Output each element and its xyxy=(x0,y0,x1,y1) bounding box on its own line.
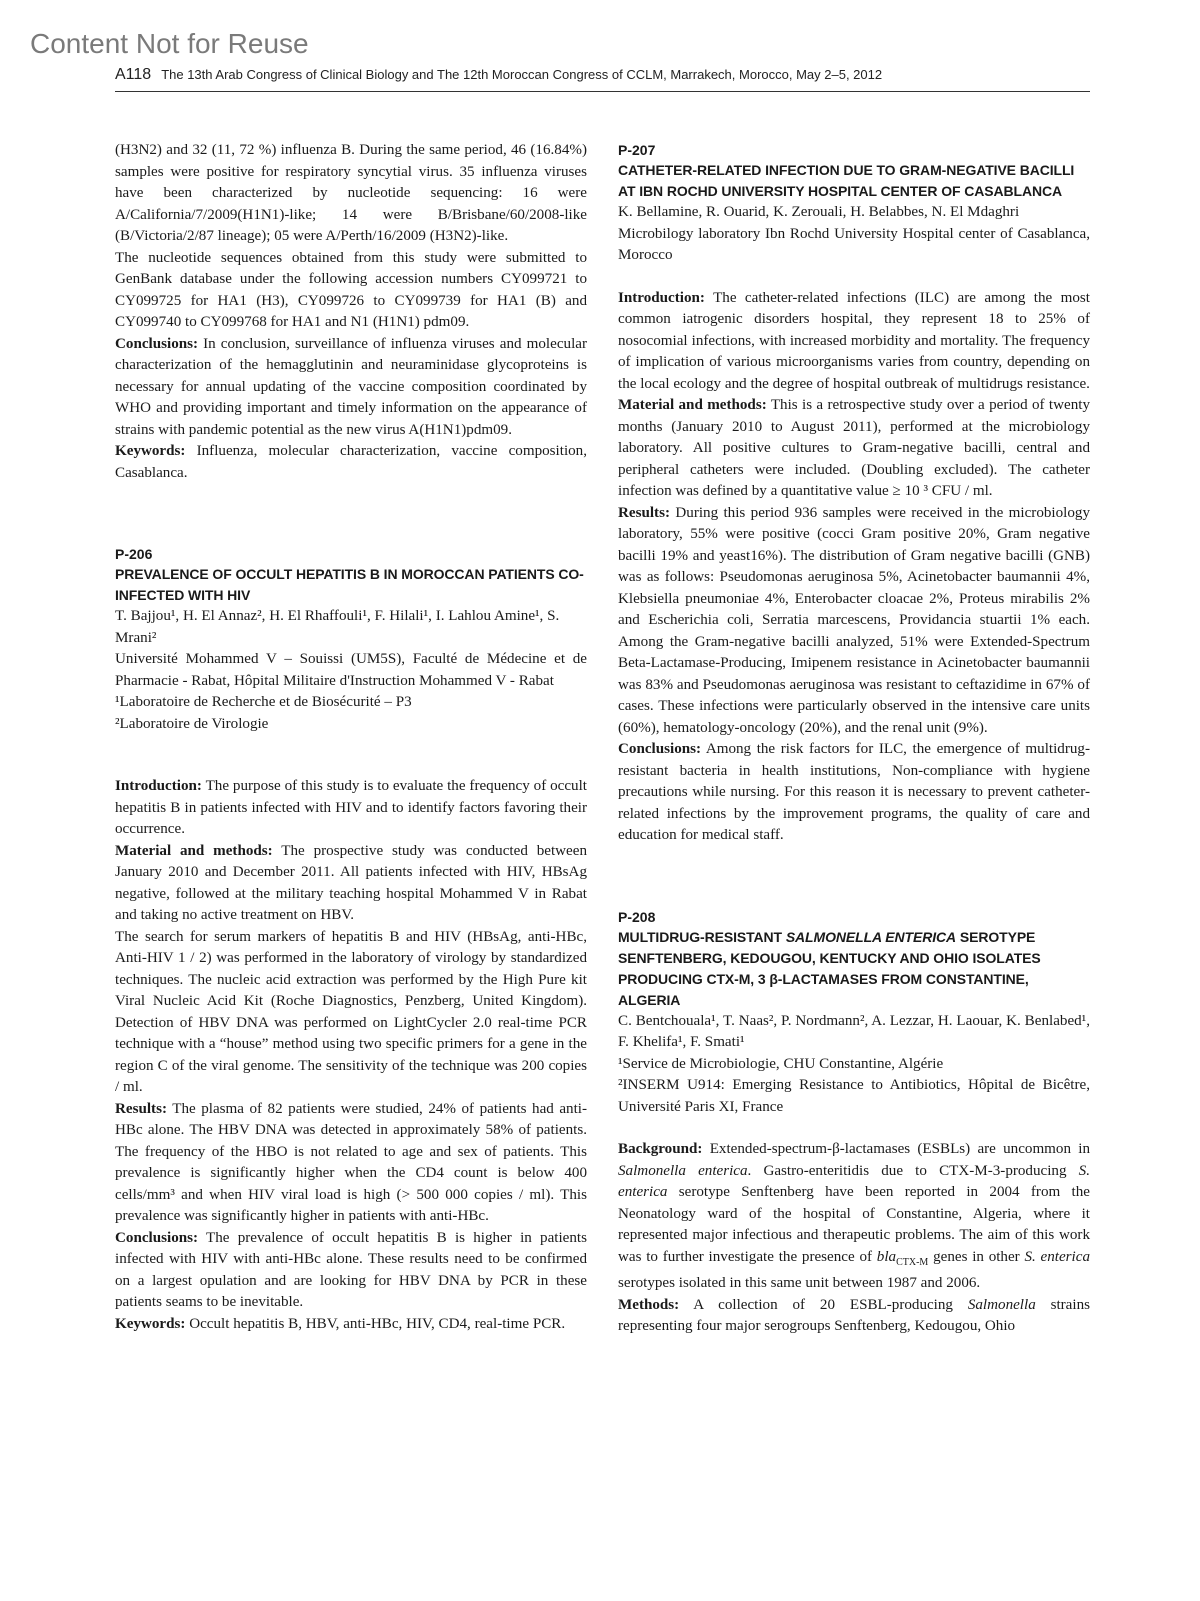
p207-methods xyxy=(618,395,1090,503)
introduction-label: Introduction: xyxy=(618,289,705,306)
background-subscript: CTX-M xyxy=(896,1256,929,1268)
p207-affiliation: Microbilogy laboratory Ibn Rochd University Hospital center of Casablanca, Morocco xyxy=(618,225,1090,263)
p206-affiliation-1: ¹Laboratoire de Recherche et de Biosécurité – P3 xyxy=(115,694,412,710)
results-text: The plasma of 82 patients were studied, 24% of patients had anti-HBc alone. The HBV DNA was detected in approximately 58% of patients. The frequency of the HBO is not related to age and sex of patients. This prevalence is significantly higher when the CD4 count is below 400 cells/mm³ and when HIV viral load is high (> 500 000 copies / ml). This prevalence was significantly higher in patients with anti-HBc. xyxy=(115,1100,587,1224)
background-label: Background: xyxy=(618,1141,703,1157)
p206-results xyxy=(115,1099,587,1228)
background-italic-3: bla xyxy=(876,1248,897,1265)
methods-label: Material and methods: xyxy=(618,397,767,413)
running-header xyxy=(115,66,1090,84)
methods-label: Methods: xyxy=(618,1296,680,1313)
p207-conclusions xyxy=(618,739,1090,847)
conclusions-text: In conclusion, surveillance of influenza viruses and molecular characterization of the hemagglutinin and neuraminidase glycoproteins is necessary for annual updating of the vaccine composition coordinated by WHO and providing important and timely information on the appearance of strains with pandemic potential as the new virus A(H1N1)pdm09. xyxy=(115,335,587,438)
continued-conclusions xyxy=(115,334,587,442)
background-text-2: . Gastro-enteritidis due to CTX-M-3-producing xyxy=(747,1162,1079,1179)
conclusions-text: Among the risk factors for ILC, the emergence of multidrug-resistant bacteria in health institutions, Non-compliance with hygiene precautions while nursing. For this reason it is necessary to prevent catheter-related infections by the improvement programs, the quality of care and education for medical staff. xyxy=(618,741,1090,843)
continued-keywords xyxy=(115,441,587,484)
conclusions-label: Conclusions: xyxy=(115,335,199,352)
methods-text: The prospective study was conducted between January 2010 and December 2011. All patients infected with HIV, HBsAg negative, followed at the military teaching hospital Mohammed V in Rabat and taking no active treatment on HBV. xyxy=(115,842,587,923)
p208-background xyxy=(618,1139,1090,1295)
p208-authors: C. Bentchouala¹, T. Naas², P. Nordmann², A. Lezzar, H. Laouar, K. Benlabed¹, F. Khelifa¹, F. Smati¹ xyxy=(618,1012,1090,1050)
background-italic-2: S. enterica xyxy=(618,1162,1090,1200)
conclusions-label: Conclusions: xyxy=(115,1229,199,1246)
background-text-3: serotype Senftenberg have been reported in 2004 from the Neonatology ward of the hospital of Constantine, Algeria, where it represented major infectious and therapeutic problems. The aim of this work was to further investigate the presence of xyxy=(618,1184,1090,1265)
introduction-label: Introduction: xyxy=(115,778,202,794)
methods-italic: Salmonella xyxy=(967,1296,1036,1313)
introduction-text: The catheter-related infections (ILC) are among the most common iatrogenic disorders hospital, they represent 18 to 25% of nosocomial infections, with increased morbidity and mortality. The frequency of implication of various microorganisms varies from country, depending on the local ecology and the degree of hospital outbreak of multidrugs resistance. xyxy=(618,289,1090,392)
keywords-text: Occult hepatitis B, HBV, anti-HBc, HIV, CD4, real-time PCR. xyxy=(185,1315,566,1332)
p207-introduction xyxy=(618,288,1090,396)
left-column xyxy=(115,140,587,1335)
p208-methods xyxy=(618,1295,1090,1338)
conclusions-text: The prevalence of occult hepatitis B is higher in patients infected with HIV with anti-HBc alone. These results need to be confirmed on a largest opulation and are looking for HBV DNA by PCR in these patients seams to be inevitable. xyxy=(115,1229,587,1310)
p206-keywords xyxy=(115,1314,587,1336)
right-column xyxy=(618,140,1090,1338)
p207-authors: K. Bellamine, R. Ouarid, K. Zerouali, H. Belabbes, N. El Mdaghri xyxy=(618,204,1020,220)
results-label: Results: xyxy=(115,1100,167,1117)
title-part-a: MULTIDRUG-RESISTANT xyxy=(618,928,786,945)
p206-introduction xyxy=(115,776,587,841)
p208-affiliation-1: ¹Service de Microbiologie, CHU Constantine, Algérie xyxy=(618,1055,944,1072)
background-text-1: Extended-spectrum-β-lactamases (ESBLs) are uncommon in xyxy=(702,1141,1090,1157)
methods-text-2: strains representing four major serogroups Senftenberg, Kedougou, Ohio xyxy=(618,1296,1091,1335)
keywords-label: Keywords: xyxy=(115,1315,186,1332)
conclusions-label: Conclusions: xyxy=(618,741,702,757)
keywords-text: Influenza, molecular characterization, vaccine composition, Casablanca. xyxy=(115,443,587,481)
p206-conclusions xyxy=(115,1228,587,1314)
title-part-b: SEROTYPE SENFTENBERG, KEDOUGOU, KENTUCKY AND OHIO ISOLATES PRODUCING CTX-M, 3 β-LACTAMASES FROM CONSTANTINE, ALGERIA xyxy=(618,928,1041,1008)
methods-label: Material and methods: xyxy=(115,842,273,859)
methods-text: This is a retrospective study over a period of twenty months (January 2010 to August 2011), performed at the microbiology laboratory. All positive cultures to Gram-negative bacilli, central and peripheral catheters were included. (Doubling excluded). The catheter infection was defined by a quantitative value ≥ 10 ³ CFU / ml. xyxy=(618,397,1090,499)
background-italic-4: S. enterica xyxy=(1024,1248,1090,1265)
abstract-id-p206: P-206 xyxy=(115,546,153,562)
watermark: Content Not for Reuse xyxy=(30,28,309,59)
p208-affiliation-2: ²INSERM U914: Emerging Resistance to Antibiotics, Hôpital de Bicêtre, Université Paris XI, France xyxy=(618,1077,1090,1115)
p206-authors: T. Bajjou¹, H. El Annaz², H. El Rhaffouli¹, F. Hilali¹, I. Lahlou Amine¹, S. Mrani² xyxy=(115,608,560,646)
keywords-label: Keywords: xyxy=(115,443,186,459)
results-label: Results: xyxy=(618,504,670,521)
page-number: A118 xyxy=(115,66,152,83)
background-text-5: serotypes isolated in this same unit between 1987 and 2006. xyxy=(618,1275,981,1292)
abstract-id-p207: P-207 xyxy=(618,142,656,158)
abstract-id-p208: P-208 xyxy=(618,908,656,925)
abstract-title-p207: CATHETER-RELATED INFECTION DUE TO GRAM-NEGATIVE BACILLI AT IBN ROCHD UNIVERSITY HOSPITAL CENTER OF CASABLANCA xyxy=(618,162,1075,199)
methods-text-1: A collection of 20 ESBL-producing xyxy=(679,1296,968,1313)
title-italic: SALMONELLA ENTERICA xyxy=(785,928,957,945)
abstract-title-p208 xyxy=(618,927,1090,1011)
abstract-title-p206: PREVALENCE OF OCCULT HEPATITIS B IN MOROCCAN PATIENTS CO-INFECTED WITH HIV xyxy=(115,566,584,603)
p207-results xyxy=(618,503,1090,740)
p206-methods xyxy=(115,841,587,927)
p206-methods-2: The search for serum markers of hepatitis B and HIV (HBsAg, anti-HBc, Anti-HIV 1 / 2) was performed in the laboratory of virology by standardized techniques. The nucleic acid extraction was performed by the High Pure kit Viral Nucleic Acid Kit (Roche Diagnostics, Penzberg, United Kingdom). Detection of HBV DNA was performed on LightCycler 2.0 real-time PCR technique with a “house” method using two specific primers for a gene in the region C of the viral genome. The sensitivity of the technique was 200 copies / ml. xyxy=(115,928,587,1095)
results-text: During this period 936 samples were received in the microbiology laboratory, 55% were positive (cocci Gram positive 20%, Gram negative bacilli 19% and yeast16%). The distribution of Gram negative bacilli (GNB) was as follows: Pseudomonas aeruginosa 5%, Acinetobacter baumannii 4%, Klebsiella pneumoniae 4%, Enterobacter cloacae 2%, Proteus mirabilis 2% and Escherichia coli, Serratia marcescens, Providancia stuartii 1% each. Among the Gram-negative bacilli analyzed, 51% were Extended-Spectrum Beta-Lactamase-Producing, Imipenem resistance in Acinetobacter baumannii was 83% and Pseudomonas aeruginosa was resistant to ceftazidime in 67% of cases. These infections were particularly observed in the intensive care units (60%), hematology-oncology (20%), and the renal unit (9%). xyxy=(618,504,1090,736)
background-text-4: genes in other xyxy=(928,1248,1025,1265)
continued-paragraph-1: (H3N2) and 32 (11, 72 %) influenza B. During the same period, 46 (16.84%) samples were positive for respiratory syncytial virus. 35 influenza viruses have been characterized by nucleotide sequencing: 16 were A/California/7/2009(H1N1)-like; 14 were B/Brisbane/60/2008-like (B/Victoria/2/87 lineage); 05 were A/Perth/16/2009 (H3N2)-like. xyxy=(115,142,587,244)
p206-affiliation-2: ²Laboratoire de Virologie xyxy=(115,715,269,732)
running-title: The 13th Arab Congress of Clinical Biology and The 12th Moroccan Congress of CCLM, Marrakech, Morocco, May 2–5, 2012 xyxy=(161,67,883,82)
p206-affiliation-main: Université Mohammed V – Souissi (UM5S), Faculté de Médecine et de Pharmacie - Rabat, Hôpital Militaire d'Instruction Mohammed V - Rabat xyxy=(115,651,587,689)
introduction-text: The purpose of this study is to evaluate the frequency of occult hepatitis B in patients infected with HIV and to identify factors favoring their occurrence. xyxy=(115,778,587,837)
continued-paragraph-2: The nucleotide sequences obtained from this study were submitted to GenBank database under the following accession numbers CY099721 to CY099725 for HA1 (H3), CY099726 to CY099739 for HA1 (B) and CY099740 to CY099768 for HA1 and N1 (H1N1) pdm09. xyxy=(115,249,587,330)
background-italic-1: Salmonella enterica xyxy=(618,1162,748,1179)
header-rule xyxy=(115,91,1090,92)
